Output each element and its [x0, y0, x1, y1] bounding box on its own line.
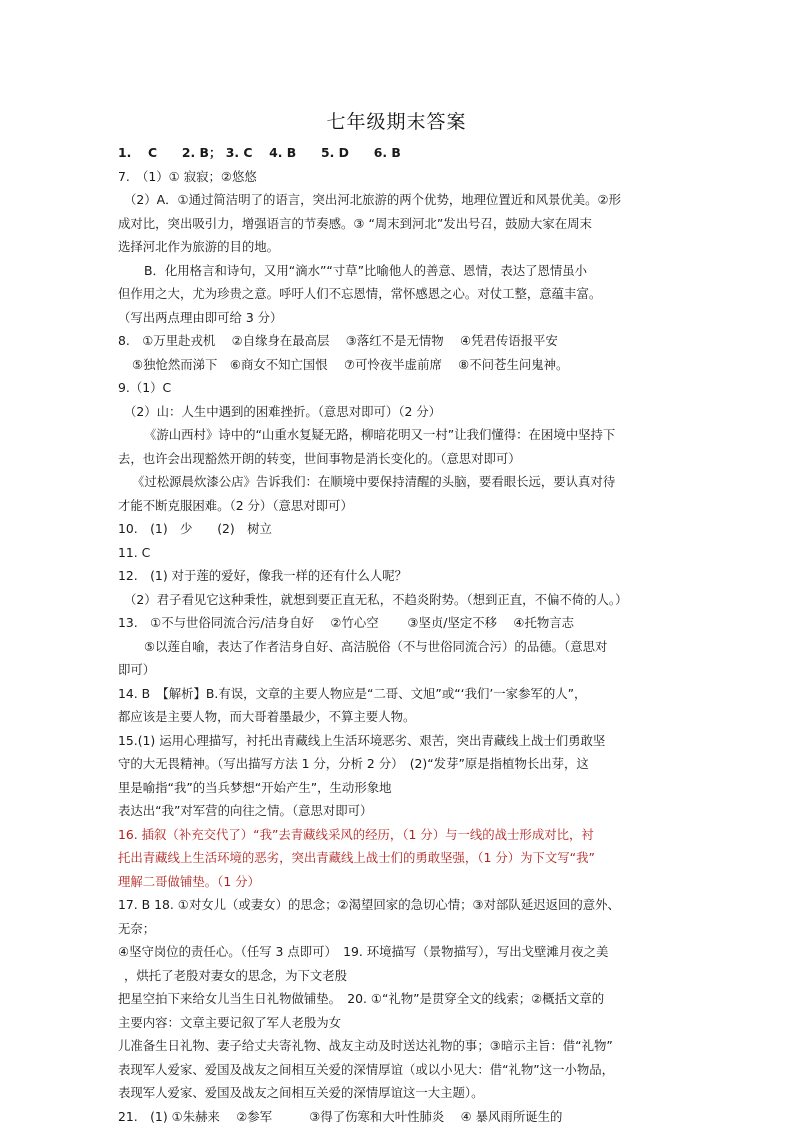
answer-line: 16. 插叙（补充交代了）“我”去青藏线采风的经历，（1 分）与一线的战士形成对比，衬: [118, 823, 688, 847]
answer-line: ⑤以莲自喻，表达了作者洁身自好、高洁脱俗（不与世俗同流合污）的品德。（意思对: [118, 635, 688, 659]
answer-line: 托出青藏线上生活环境的恶劣，突出青藏线上战士们的勇敢坚强，（1 分）为下文写“我”: [118, 846, 688, 870]
answer-content: [118, 141, 688, 1128]
answer-line: 成对比，突出吸引力，增强语言的节奏感。③ “周末到河北”发出号召，鼓励大家在周末: [118, 212, 688, 236]
answer-line: （2）山：人生中遇到的困难挫折。（意思对即可）（2 分）: [118, 400, 688, 424]
answer-line: 9.（1）C: [118, 376, 688, 400]
answer-line: （2）君子看见它这种秉性，就想到要正直无私，不趋炎附势。（想到正直，不偏不倚的人。）: [118, 588, 688, 612]
answer-line: 里是喻指“我”的当兵梦想“开始产生”，生动形象地: [118, 776, 688, 800]
answer-line: 去，也许会出现豁然开朗的转变，世间事物是消长变化的。（意思对即可）: [118, 447, 688, 471]
answer-line: 21. (1) ①朱赫来 ②参军 ③得了伤寒和大叶性肺炎 ④ 暴风雨所诞生的: [118, 1105, 688, 1128]
answer-line: 表达出“我”对军营的向往之情。（意思对即可）: [118, 799, 688, 823]
answer-line: ⑤独怆然而涕下 ⑥商女不知亡国恨 ⑦可怜夜半虚前席 ⑧不问苍生问鬼神。: [118, 353, 688, 377]
document-title: 七年级期末答案: [0, 107, 793, 134]
answer-line: 理解二哥做铺垫。（1 分）: [118, 870, 688, 894]
answer-line: 守的大无畏精神。（写出描写方法 1 分，分析 2 分） (2)“发芽”原是指植物长出芽，这: [118, 752, 688, 776]
answer-line: 即可）: [118, 658, 688, 682]
answer-line: 14. B 【解析】B.有误，文章的主要人物应是“二哥、文旭”或“‘我们’一家参军的人”，: [118, 682, 688, 706]
answer-line: ，烘托了老殷对妻女的思念，为下文老殷: [118, 964, 688, 988]
answer-line: 1. C 2. B； 3. C 4. B 5. D 6. B: [118, 141, 688, 165]
answer-line: 才能不断克服困难。（2 分）（意思对即可）: [118, 494, 688, 518]
answer-line: 表现军人爱家、爱国及战友之间相互关爱的深情厚谊（或以小见大：借“礼物”这一小物品，: [118, 1058, 688, 1082]
answer-line: 把星空拍下来给女儿当生日礼物做铺垫。 20. ①“礼物”是贯穿全文的线索；②概括文章的: [118, 987, 688, 1011]
answer-line: （2）A．①通过简洁明了的语言，突出河北旅游的两个优势，地理位置近和风景优美。②形: [118, 188, 688, 212]
answer-line: 11. C: [118, 541, 688, 565]
answer-line: 无奈；: [118, 917, 688, 941]
answer-line: 13. ①不与世俗同流合污/洁身自好 ②竹心空 ③坚贞/坚定不移 ④托物言志: [118, 611, 688, 635]
answer-line: （写出两点理由即可给 3 分）: [118, 306, 688, 330]
answer-line: 主要内容：文章主要记叙了军人老殷为女: [118, 1011, 688, 1035]
answer-line: 儿准备生日礼物、妻子给丈夫寄礼物、战友主动及时送达礼物的事；③暗示主旨：借“礼物”: [118, 1034, 688, 1058]
answer-line: 12. (1) 对于莲的爱好，像我一样的还有什么人呢？: [118, 564, 688, 588]
answer-line: B．化用格言和诗句，又用“滴水”“寸草”比喻他人的善意、恩情，表达了恩情虽小: [118, 259, 688, 283]
answer-line: 选择河北作为旅游的目的地。: [118, 235, 688, 259]
answer-line: 《游山西村》诗中的“山重水复疑无路，柳暗花明又一村”让我们懂得：在困境中坚持下: [118, 423, 688, 447]
answer-line: 都应该是主要人物，而大哥着墨最少，不算主要人物。: [118, 705, 688, 729]
answer-line: 15.(1) 运用心理描写，衬托出青藏线上生活环境恶劣、艰苦，突出青藏线上战士们勇敢坚: [118, 729, 688, 753]
answer-line: 17. B 18. ①对女儿（或妻女）的思念；②渴望回家的急切心情；③对部队延迟返回的意外、: [118, 893, 688, 917]
answer-line: 《过松源晨炊漆公店》告诉我们：在顺境中要保持清醒的头脑，要看眼长远，要认真对待: [118, 470, 688, 494]
answer-line: 7. （1）① 寂寂；②悠悠: [118, 165, 688, 189]
answer-line: 表现军人爱家、爱国及战友之间相互关爱的深情厚谊这一大主题）。: [118, 1081, 688, 1105]
answer-line: 10. (1) 少 (2) 树立: [118, 517, 688, 541]
answer-line: ④坚守岗位的责任心。（任写 3 点即可） 19. 环境描写（景物描写），写出戈壁滩月夜之美: [118, 940, 688, 964]
answer-line: 8. ①万里赴戎机 ②自缘身在最高层 ③落红不是无情物 ④凭君传语报平安: [118, 329, 688, 353]
answer-line: 但作用之大，尤为珍贵之意。呼吁人们不忘恩情，常怀感恩之心。对仗工整，意蕴丰富。: [118, 282, 688, 306]
